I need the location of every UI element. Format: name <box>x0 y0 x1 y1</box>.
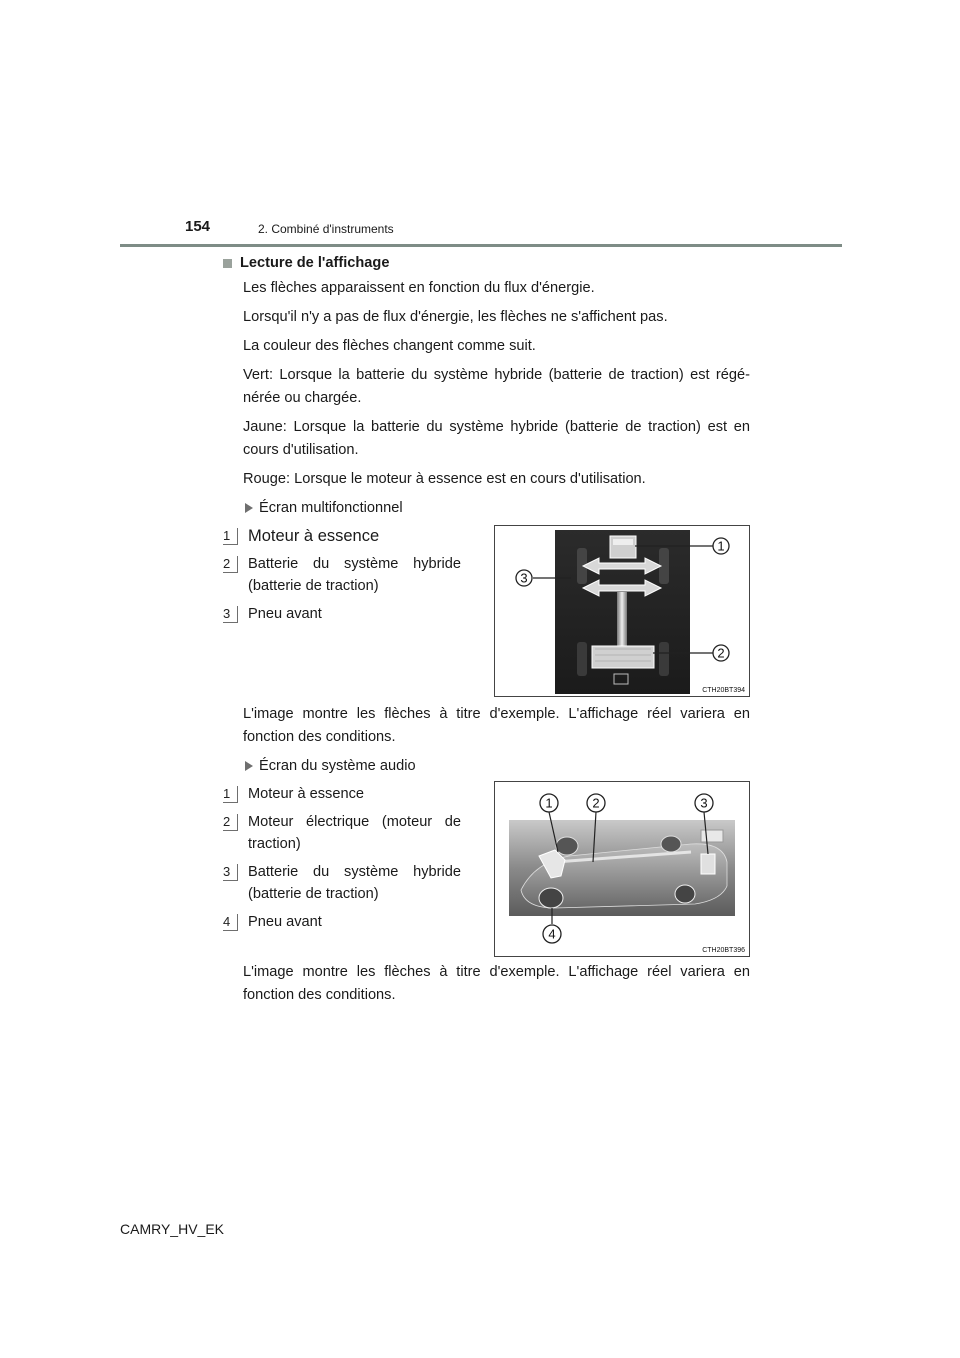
energy-flow-figure-multi <box>494 525 750 697</box>
item-text: Moteur électrique (moteur de traction) <box>248 814 461 852</box>
page-number: 154 <box>185 218 211 235</box>
callout-number: 3 <box>700 795 708 811</box>
item-number: 2 <box>223 814 238 831</box>
paragraph: Jaune: Lorsque la batterie du système hybride (batterie de traction) est en cours d'utilisation. <box>243 419 750 458</box>
callout-number: 1 <box>717 538 725 554</box>
multi-display-block <box>223 525 750 697</box>
square-bullet-icon <box>223 259 232 268</box>
audio-display-block <box>223 783 750 957</box>
model-code: CAMRY_HV_EK <box>120 1221 225 1237</box>
item-number: 3 <box>223 864 238 881</box>
item-number: 2 <box>223 556 238 573</box>
item-number: 1 <box>223 786 238 803</box>
main-content <box>223 252 750 1013</box>
list-item <box>223 861 461 905</box>
item-text: Batterie du système hybride (batterie de traction) <box>248 556 461 594</box>
paragraph: Vert: Lorsque la batterie du système hybride (batterie de traction) est régé-nérée ou chargée. <box>243 367 750 406</box>
item-number: 1 <box>223 528 238 545</box>
subsection-heading-audio <box>243 755 750 777</box>
callout-number: 2 <box>717 645 725 661</box>
energy-flow-figure-audio <box>494 781 750 957</box>
section-heading <box>223 255 750 271</box>
subsection-title: Écran multifonctionnel <box>259 500 403 516</box>
figure-note: L'image montre les flèches à titre d'exemple. L'affichage réel variera en fonction des conditions. <box>243 706 750 745</box>
item-text: Pneu avant <box>248 914 322 930</box>
legend-list <box>223 783 461 957</box>
list-item <box>223 783 461 805</box>
callout-number: 3 <box>520 570 528 586</box>
section-title: Lecture de l'affichage <box>240 255 390 271</box>
list-item <box>223 603 461 625</box>
paragraph: Rouge: Lorsque le moteur à essence est en cours d'utilisation. <box>243 471 646 487</box>
paragraph: Lorsqu'il n'y a pas de flux d'énergie, les flèches ne s'affichent pas. <box>243 309 668 325</box>
figure-note: L'image montre les flèches à titre d'exemple. L'affichage réel variera en fonction des conditions. <box>243 964 750 1003</box>
list-item <box>223 525 461 547</box>
triangle-bullet-icon <box>245 761 253 771</box>
callout-number: 4 <box>548 926 556 942</box>
list-item <box>223 553 461 597</box>
figure-code: CTH20BT396 <box>702 947 745 954</box>
header-divider <box>120 244 842 247</box>
item-text: Batterie du système hybride (batterie de traction) <box>248 864 461 902</box>
callout-number: 1 <box>545 795 553 811</box>
paragraph: La couleur des flèches changent comme suit. <box>243 338 536 354</box>
item-number: 3 <box>223 606 238 623</box>
item-number: 4 <box>223 914 238 931</box>
list-item <box>223 811 461 855</box>
callout-number: 2 <box>592 795 600 811</box>
item-text: Pneu avant <box>248 606 322 622</box>
subsection-heading-multi <box>243 497 750 519</box>
item-text: Moteur à essence <box>248 527 380 545</box>
figure-code: CTH20BT394 <box>702 687 745 694</box>
paragraph: Les flèches apparaissent en fonction du flux d'énergie. <box>243 280 595 296</box>
legend-list <box>223 525 461 697</box>
multi-display-illustration <box>495 526 749 696</box>
triangle-bullet-icon <box>245 503 253 513</box>
chapter-title: 2. Combiné d'instruments <box>258 222 394 236</box>
list-item <box>223 911 461 933</box>
subsection-title: Écran du système audio <box>259 758 416 774</box>
item-text: Moteur à essence <box>248 786 365 802</box>
audio-display-illustration <box>495 782 749 956</box>
